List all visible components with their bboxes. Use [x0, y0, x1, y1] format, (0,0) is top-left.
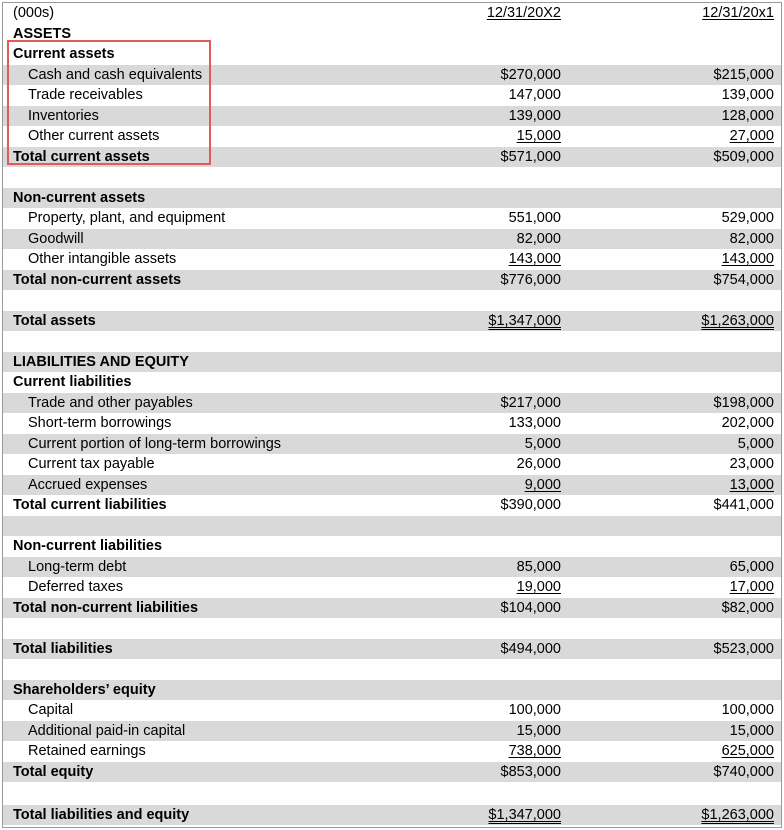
value-20x1: 202,000: [721, 415, 774, 431]
table-row: [3, 495, 781, 516]
table-row: [3, 126, 781, 147]
row-label: Total non-current liabilities: [13, 599, 199, 616]
value-20x2: 147,000: [508, 87, 561, 103]
value-20x2: 19,000: [516, 579, 561, 595]
table-row: [3, 741, 781, 762]
row-label: Current tax payable: [28, 456, 155, 472]
value-20x1: $198,000: [713, 394, 774, 411]
value-20x2: 551,000: [508, 210, 561, 226]
value-20x1: $1,263,000: [701, 312, 774, 329]
table-row: [3, 249, 781, 270]
table-row: [3, 24, 781, 45]
row-label: Total assets: [13, 312, 96, 329]
table-row: [3, 311, 781, 332]
value-20x2: 82,000: [516, 230, 561, 247]
value-20x2: 133,000: [508, 415, 561, 431]
value-20x1: 5,000: [737, 435, 774, 452]
row-label: Trade receivables: [28, 87, 143, 103]
value-20x1: 27,000: [729, 128, 774, 144]
value-20x1: 143,000: [721, 251, 774, 267]
value-20x1: 82,000: [729, 230, 774, 247]
row-label: Total current assets: [13, 148, 150, 165]
row-label: Total equity: [13, 763, 94, 780]
table-row: [3, 413, 781, 434]
value-20x2: $104,000: [500, 599, 561, 616]
row-label: Total current liabilities: [13, 497, 167, 513]
value-20x2: 5,000: [524, 435, 561, 452]
value-20x1: $441,000: [713, 497, 774, 513]
row-label: Retained earnings: [28, 743, 146, 759]
value-20x2: 85,000: [516, 558, 561, 575]
table-row: [3, 393, 781, 414]
value-20x2: 143,000: [508, 251, 561, 267]
row-label: Total liabilities and equity: [13, 806, 190, 823]
table-row: [3, 557, 781, 578]
value-20x1: 13,000: [729, 476, 774, 493]
spacer-row: [3, 290, 781, 311]
value-20x2: 738,000: [508, 743, 561, 759]
table-row: [3, 721, 781, 742]
column-header-20x1: 12/31/20x1: [702, 5, 774, 21]
value-20x1: $215,000: [713, 66, 774, 83]
table-row: [3, 762, 781, 783]
value-20x2: $494,000: [500, 640, 561, 657]
value-20x1: $754,000: [713, 271, 774, 288]
row-label: Cash and cash equivalents: [28, 66, 203, 83]
table-row: [3, 372, 781, 393]
value-20x2: $217,000: [500, 394, 561, 411]
row-label: Other intangible assets: [28, 251, 177, 267]
row-label: Total non-current assets: [13, 271, 182, 288]
value-20x2: $776,000: [500, 271, 561, 288]
value-20x2: 139,000: [508, 107, 561, 124]
table-row: [3, 454, 781, 475]
value-20x1: 17,000: [729, 579, 774, 595]
spacer-row: [3, 782, 781, 803]
row-label: Inventories: [28, 107, 99, 124]
table-row: [3, 680, 781, 701]
value-20x2: 100,000: [508, 702, 561, 718]
table-row: [3, 208, 781, 229]
table-row: [3, 805, 781, 826]
row-label: Short-term borrowings: [28, 415, 172, 431]
balance-sheet-table: [2, 2, 782, 828]
row-label: Long-term debt: [28, 558, 127, 575]
row-label: Deferred taxes: [28, 579, 124, 595]
table-row: [3, 352, 781, 373]
table-row: [3, 577, 781, 598]
value-20x1: $509,000: [713, 148, 774, 165]
table-row: [3, 65, 781, 86]
value-20x2: $390,000: [500, 497, 561, 513]
table-row: [3, 85, 781, 106]
value-20x2: 9,000: [524, 476, 561, 493]
row-label: Other current assets: [28, 128, 160, 144]
table-row: [3, 188, 781, 209]
table-row: [3, 475, 781, 496]
value-20x1: 529,000: [721, 210, 774, 226]
value-20x1: $1,263,000: [701, 806, 774, 823]
units-label: (000s): [13, 5, 55, 21]
value-20x1: 139,000: [721, 87, 774, 103]
value-20x2: $1,347,000: [488, 312, 561, 329]
row-label: Current portion of long-term borrowings: [28, 435, 282, 452]
row-label: Property, plant, and equipment: [28, 210, 226, 226]
table-row: [3, 147, 781, 168]
table-row: [3, 229, 781, 250]
column-header-20x2: 12/31/20X2: [486, 5, 561, 21]
table-row: [3, 598, 781, 619]
value-20x1: 625,000: [721, 743, 774, 759]
row-label: Trade and other payables: [28, 394, 193, 411]
value-20x1: $740,000: [713, 763, 774, 780]
table-row: [3, 434, 781, 455]
row-label: ASSETS: [13, 25, 72, 42]
spacer-row: [3, 516, 781, 537]
row-label: Total liabilities: [13, 640, 113, 657]
row-label: Additional paid-in capital: [28, 722, 186, 739]
value-20x1: 100,000: [721, 702, 774, 718]
row-label: LIABILITIES AND EQUITY: [13, 353, 189, 370]
row-label: Shareholders’ equity: [13, 681, 156, 698]
row-label: Accrued expenses: [28, 476, 148, 493]
row-label: Capital: [28, 702, 74, 718]
row-label: Non-current assets: [13, 189, 146, 206]
value-20x2: 26,000: [516, 456, 561, 472]
value-20x1: $523,000: [713, 640, 774, 657]
spacer-row: [3, 618, 781, 639]
table-row: [3, 700, 781, 721]
table-row: [3, 270, 781, 291]
value-20x1: $82,000: [721, 599, 774, 616]
value-20x1: 65,000: [729, 558, 774, 575]
value-20x2: $270,000: [500, 66, 561, 83]
table-row: [3, 106, 781, 127]
value-20x2: 15,000: [516, 128, 561, 144]
value-20x1: 128,000: [721, 107, 774, 124]
header-row: [3, 3, 781, 24]
value-20x2: 15,000: [516, 722, 561, 739]
value-20x2: $1,347,000: [488, 806, 561, 823]
row-label: Current liabilities: [13, 374, 132, 390]
table-row: [3, 536, 781, 557]
value-20x2: $571,000: [500, 148, 561, 165]
table-row: [3, 44, 781, 65]
spacer-row: [3, 659, 781, 680]
spacer-row: [3, 331, 781, 352]
row-label: Current assets: [13, 46, 115, 62]
table-row: [3, 639, 781, 660]
value-20x1: 23,000: [729, 456, 774, 472]
row-label: Goodwill: [28, 230, 84, 247]
row-label: Non-current liabilities: [13, 538, 163, 554]
value-20x2: $853,000: [500, 763, 561, 780]
value-20x1: 15,000: [729, 722, 774, 739]
spacer-row: [3, 167, 781, 188]
